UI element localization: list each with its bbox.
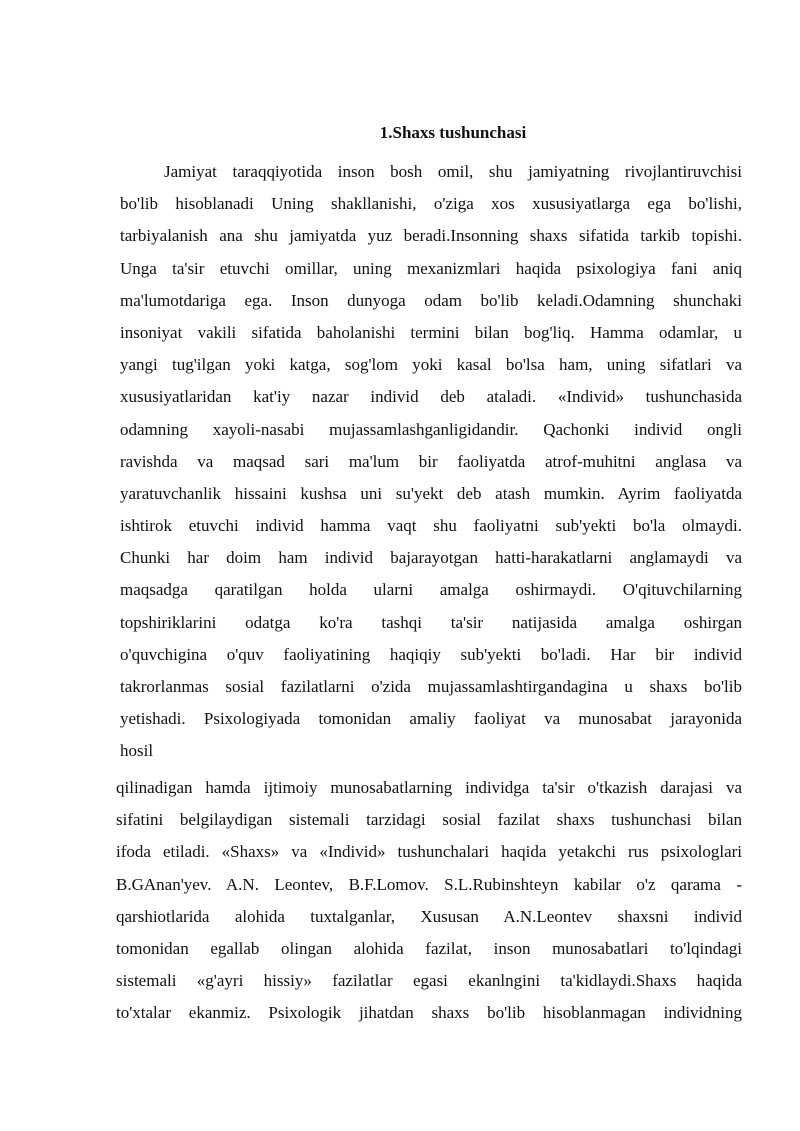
text-line: tomonidan egallab olingan alohida fazilat, inson munosabatlari to'lqindagi — [116, 938, 742, 958]
text-line: insoniyat vakili sifatida baholanishi termini bilan bog'liq. Hamma odamlar, u — [120, 322, 742, 342]
paragraph-2 — [116, 772, 742, 1030]
text-line: bo'lib hisoblanadi Uning shakllanishi, o'ziga xos xususiyatlarga ega bo'lishi, — [120, 194, 742, 214]
text-line: o'quvchigina o'quv faoliyatining haqiqiy sub'yekti bo'ladi. Har bir individ — [120, 644, 742, 664]
text-line: takrorlanmas sosial fazilatlarni o'zida mujassamlashtirgandagina u shaxs bo'lib — [120, 677, 742, 696]
text-line: ishtirok etuvchi individ hamma vaqt shu faoliyatni sub'yekti bo'la olmaydi. — [120, 516, 742, 536]
text-line: tarbiyalanish ana shu jamiyatda yuz beradi.Insonning shaxs sifatida tarkib topishi. — [120, 226, 742, 246]
text-line: to'xtalar ekanmiz. Psixologik jihatdan shaxs bo'lib hisoblanmagan individning — [116, 1003, 742, 1023]
text-line: ravishda va maqsad sari ma'lum bir faoliyatda atrof-muhitni anglasa va — [120, 451, 742, 471]
document-title: 1.Shaxs tushunchasi — [379, 123, 527, 142]
text-line: sifatini belgilaydigan sistemali tarzidagi sosial fazilat shaxs tushunchasi bilan — [116, 810, 742, 830]
text-line: sistemali «g'ayri hissiy» fazilatlar egasi ekanlngini ta'kidlaydi.Shaxs haqida — [116, 971, 742, 991]
text-line: maqsadga qaratilgan holda ularni amalga oshirmaydi. O'qituvchilarning — [120, 580, 742, 600]
text-line: Jamiyat taraqqiyotida inson bosh omil, shu jamiyatning rivojlantiruvchisi — [164, 162, 742, 181]
text-line: qarshiotlarida alohida tuxtalganlar, Xususan A.N.Leontev shaxsni individ — [116, 906, 742, 926]
text-line: topshiriklarini odatga ko'ra tashqi ta'sir natijasida amalga oshirgan — [120, 612, 742, 632]
text-line: B.GAnan'yev. A.N. Leontev, B.F.Lomov. S.L.Rubinshteyn kabilar o'z qarama - — [116, 874, 742, 894]
text-line: Unga ta'sir etuvchi omillar, uning mexanizmlari haqida psixologiya fani aniq — [120, 258, 742, 278]
paragraph-1 — [120, 156, 742, 768]
text-line: xususiyatlaridan kat'iy nazar individ deb ataladi. «Individ» tushunchasida — [120, 387, 742, 407]
text-line: yetishadi. Psixologiyada tomonidan amaliy faoliyat va munosabat jarayonida — [120, 709, 742, 729]
text-line: yangi tug'ilgan yoki katga, sog'lom yoki kasal bo'lsa ham, uning sifatlari va — [120, 355, 742, 375]
text-line: odamning xayoli-nasabi mujassamlashganligidandir. Qachonki individ ongli — [120, 419, 742, 439]
text-line: ma'lumotdariga ega. Inson dunyoga odam bo'lib keladi.Odamning shunchaki — [120, 290, 742, 310]
text-line: ifoda etiladi. «Shaxs» va «Individ» tushunchalari haqida yetakchi rus psixologlari — [116, 842, 742, 862]
text-line: qilinadigan hamda ijtimoiy munosabatlarning individga ta'sir o'tkazish darajasi va — [116, 778, 742, 797]
text-line: Chunki har doim ham individ bajarayotgan hatti-harakatlarni anglamaydi va — [120, 548, 742, 568]
text-line: yaratuvchanlik hissaini kushsa uni su'yekt deb atash mumkin. Ayrim faoliyatda — [120, 483, 742, 503]
text-line: hosil — [120, 741, 154, 761]
